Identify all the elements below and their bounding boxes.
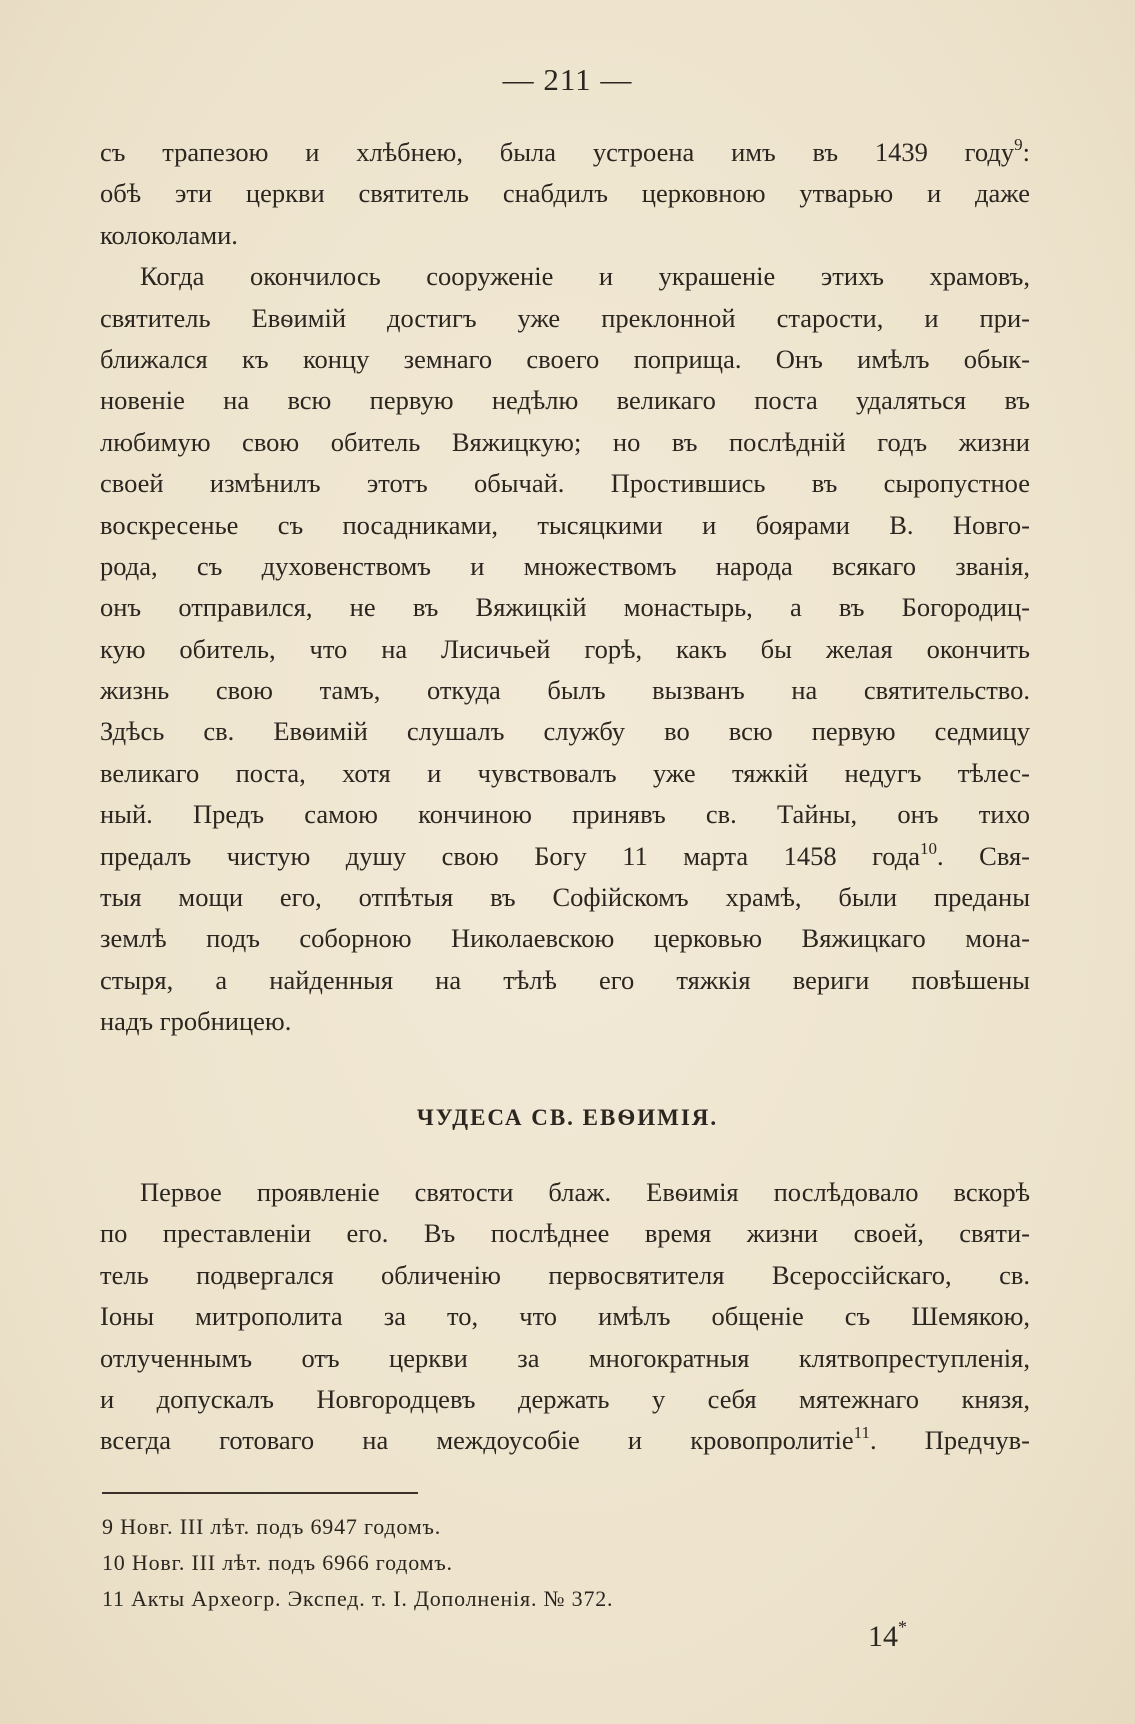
text-line [100,629,1030,670]
text-line-content: по преставленіи его. Въ послѣднее время жизни своей, святи- [100,1218,1030,1249]
text-line [100,463,1030,504]
text-line-content: ный. Предъ самою кончиною принявъ св. Тайны, онъ тихо [100,799,1030,830]
footnote-11: 11 Акты Археогр. Экспед. т. I. Дополненія. № 372. [102,1586,614,1611]
text-line [100,670,1030,711]
body-text-bottom [100,1172,1030,1462]
text-line-content: стыря, а найденныя на тѣлѣ его тяжкія вериги повѣшены [100,964,1030,995]
footnote-divider [102,1492,418,1494]
text-line-content: надъ гробницею. [100,1006,292,1037]
text-line-content: всегда готоваго на междоусобіе и кровопролитіе [100,1425,854,1456]
text-line-content: отлученнымъ отъ церкви за многократныя клятвопреступленія, [100,1342,1030,1373]
text-line [100,380,1030,421]
footnote-reference: 11 [853,1423,871,1443]
text-line-content: своей измѣнилъ этотъ обычай. Простившись въ сыропустное [100,468,1030,499]
text-line [100,753,1030,794]
text-line-content: новеніе на всю первую недѣлю великаго поста удаляться въ [100,385,1030,416]
text-line-content: великаго поста, хотя и чувствовалъ уже тяжкій недугъ тѣлес- [100,757,1030,788]
text-line-content: тыя мощи его, отпѣтыя въ Софійскомъ храмѣ, были преданы [100,882,1030,913]
text-line-content: Когда окончилось сооруженіе и украшеніе этихъ храмовъ, [140,261,1030,292]
text-line-content: предалъ чистую душу свою Богу 11 марта 1458 года [100,840,921,871]
text-line-content: жизнь свою тамъ, откуда былъ вызванъ на святительство. [100,675,1030,706]
text-line-content: любимую свою обитель Вяжицкую; но въ послѣдній годъ жизни [100,426,1030,457]
text-line [100,505,1030,546]
text-line [100,422,1030,463]
text-line [100,587,1030,628]
text-line-content: Іоны митрополита за то, что имѣлъ общеніе съ Шемякою, [100,1301,1030,1332]
text-line [100,132,1030,173]
page-number: — 211 — [502,62,633,97]
text-line [100,1001,1030,1042]
signature-mark [868,1617,907,1654]
text-line [100,1338,1030,1379]
text-line [100,960,1030,1001]
text-line-content: тель подвергался обличенію первосвятителя Всероссійскаго, св. [100,1259,1030,1290]
footnote-reference: 9 [1014,135,1023,154]
footnote-reference: 10 [920,838,938,858]
text-line-content: святитель Евѳимій достигъ уже преклонной старости, и при- [100,302,1030,333]
signature-mark-star: * [898,1617,907,1637]
body-text-top [100,132,1030,1043]
footnote-9: 9 Новг. III лѣт. подъ 6947 годомъ. [102,1514,442,1539]
text-line [100,1255,1030,1296]
text-line [100,836,1030,877]
footnotes [102,1509,1002,1617]
text-line [100,1172,1030,1213]
text-line [100,1420,1030,1461]
text-line-content: землѣ подъ соборною Николаевскою церковью Вяжицкаго мона- [100,923,1030,954]
text-line-tail: . Свя- [937,840,1030,871]
text-line-content: Первое проявленіе святости блаж. Евѳимія послѣдовало вскорѣ [140,1177,1030,1207]
text-line-content: колоколами. [100,219,238,250]
section-heading: ЧУДЕСА СВ. ЕВѲИМІЯ. [416,1105,719,1130]
text-line-content: ближался къ концу земнаго своего поприща. Онъ имѣлъ обык- [100,343,1030,374]
text-line [100,215,1030,256]
text-line-content: съ трапезою и хлѣбнею, была устроена имъ въ 1439 году [100,137,1015,167]
text-line-content: Здѣсь св. Евѳимій слушалъ службу во всю первую седмицу [100,716,1030,747]
text-line [100,173,1030,214]
text-line [100,794,1030,835]
signature-mark-number: 14 [868,1620,898,1653]
footnote-10: 10 Новг. III лѣт. подъ 6966 годомъ. [102,1550,453,1575]
text-line-content: рода, съ духовенствомъ и множествомъ народа всякаго званія, [100,550,1030,581]
text-line-tail: . Предчув- [870,1425,1030,1456]
text-line [100,256,1030,297]
text-line [100,339,1030,380]
text-line-content: обѣ эти церкви святитель снабдилъ церковною утварью и даже [100,178,1030,209]
text-line [100,711,1030,752]
text-line [100,298,1030,339]
text-line-content: кую обитель, что на Лисичьей горѣ, какъ бы желая окончить [100,633,1030,664]
text-line [100,1379,1030,1420]
text-line-tail: : [1022,137,1030,167]
text-line [100,1213,1030,1254]
text-line [100,877,1030,918]
text-line-content: и допускалъ Новгородцевъ держать у себя мятежнаго князя, [100,1383,1030,1414]
text-line-content: воскресенье съ посадниками, тысяцкими и боярами В. Новго- [100,509,1030,540]
text-line [100,546,1030,587]
text-line-content: онъ отправился, не въ Вяжицкій монастырь, а въ Богородиц- [100,592,1030,623]
text-line [100,1296,1030,1337]
text-line [100,918,1030,959]
